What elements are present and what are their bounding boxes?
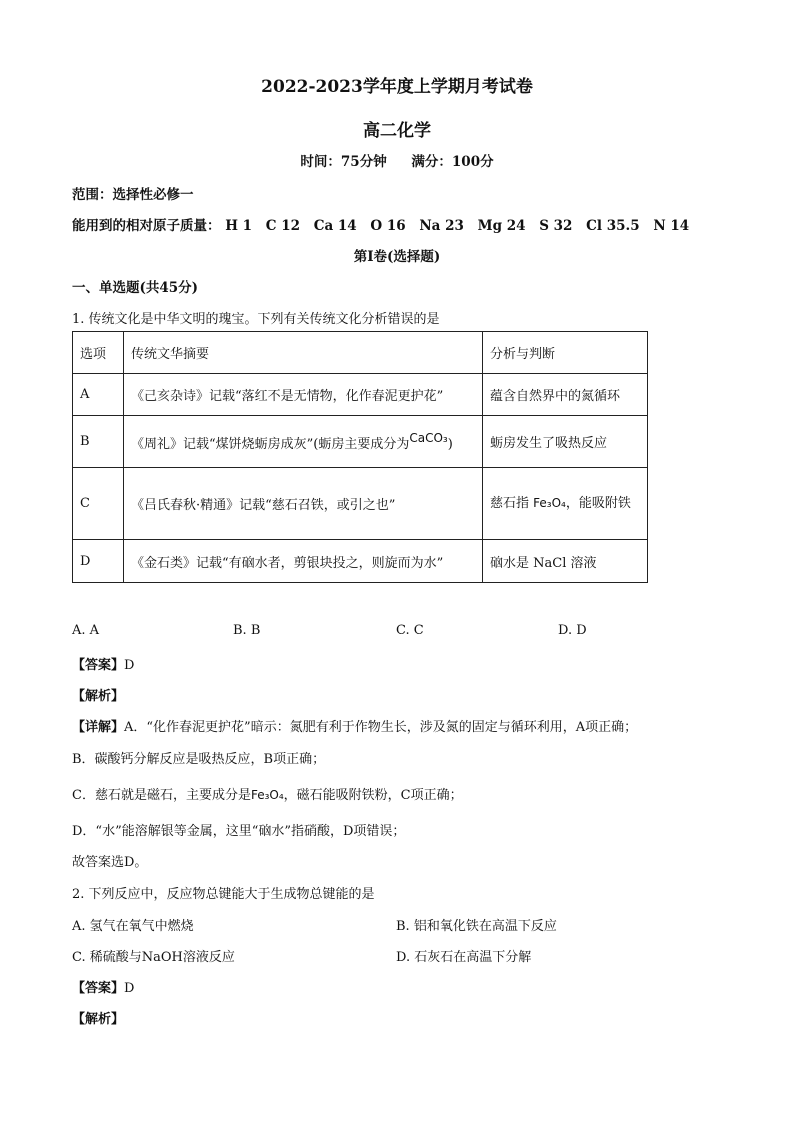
question-1-detail-a: [72, 716, 637, 735]
table-header: 分析与判断: [483, 332, 648, 374]
exam-time-score: [0, 150, 794, 170]
exam-title: 2022-2023学年度上学期月考试卷: [261, 77, 533, 97]
question-1-answer: [72, 654, 134, 673]
mass-item: Ca 14: [313, 218, 357, 234]
table-cell-analysis: [483, 468, 648, 540]
mass-item: C 12: [265, 218, 300, 234]
table-cell-analysis-part: 慈石指: [490, 496, 534, 511]
mass-label: 能用到的相对原子质量：: [72, 218, 221, 234]
question-2-option-d: D. 石灰石在高温下分解: [396, 950, 532, 965]
atomic-masses: [72, 214, 698, 234]
mass-item: O 16: [370, 218, 406, 234]
table-header: 传统文华摘要: [124, 332, 483, 374]
detail-tag: 【详解】: [72, 720, 125, 735]
question-1-detail-c: [72, 784, 463, 803]
question-1-option-d: D. D: [558, 623, 587, 638]
formula-caco3: CaCO₃: [409, 431, 448, 445]
table-cell-option: B: [73, 416, 124, 468]
mass-item: Na 23: [419, 218, 464, 234]
exam-score: 满分：100分: [411, 154, 494, 170]
volume-heading: 第I卷(选择题): [353, 249, 441, 265]
table-cell-analysis: 硇水是 NaCl 溶液: [483, 540, 648, 583]
table-cell-analysis: 蕴含自然界中的氮循环: [483, 374, 648, 416]
question-2-analysis-tag: 【解析】: [72, 1012, 125, 1027]
table-cell-text: 《己亥杂诗》记载“落红不是无情物，化作春泥更护花”: [124, 374, 483, 416]
exam-subject: 高二化学: [363, 121, 431, 141]
question-1-stem: 1. 传统文化是中华文明的瑰宝。下列有关传统文化分析错误的是: [72, 312, 440, 327]
table-cell-text: 《吕氏春秋·精通》记载“慈石召铁，或引之也”: [124, 468, 483, 540]
detail-text: A．“化作春泥更护花”暗示：氮肥有利于作物生长，涉及氮的固定与循环利用，A项正确；: [124, 720, 638, 735]
question-1-detail-d: D．“水”能溶解银等金属，这里“硇水”指硝酸，D项错误；: [72, 824, 406, 839]
table-header-row: [73, 332, 648, 374]
answer-tag: 【答案】: [72, 658, 125, 673]
question-1-conclusion: 故答案选D。: [72, 855, 148, 870]
question-1-option-b: B. B: [233, 623, 261, 638]
mass-item: N 14: [653, 218, 690, 234]
table-cell-text: [124, 416, 483, 468]
table-row: [73, 374, 648, 416]
question-2-answer: [72, 977, 134, 996]
table-cell-option: D: [73, 540, 124, 583]
question-2-stem: 2. 下列反应中，反应物总键能大于生成物总键能的是: [72, 887, 375, 902]
table-row: [73, 540, 648, 583]
answer-value: D: [124, 658, 135, 673]
exam-scope: 范围：选择性必修一: [72, 187, 194, 203]
mass-item: Mg 24: [477, 218, 526, 234]
question-2-option-c: C. 稀硫酸与NaOH溶液反应: [72, 950, 235, 965]
table-cell-analysis-part: ，能吸附铁: [565, 496, 631, 511]
question-1-option-a: A. A: [72, 623, 100, 638]
table-cell-option: C: [73, 468, 124, 540]
table-cell-text-part: ): [447, 437, 453, 452]
formula-fe3o4: Fe₃O₄: [533, 496, 566, 510]
table-cell-analysis: 蛎房发生了吸热反应: [483, 416, 648, 468]
detail-text: C．慈石就是磁石，主要成分是: [72, 788, 251, 803]
detail-text: ，磁石能吸附铁粉，C项正确；: [283, 788, 463, 803]
section-heading: 一、单选题(共45分): [72, 280, 199, 296]
table-cell-option: A: [73, 374, 124, 416]
mass-item: Cl 35.5: [586, 218, 640, 234]
question-2-option-a: A. 氢气在氧气中燃烧: [72, 919, 194, 934]
question-1-detail-b: B．碳酸钙分解反应是吸热反应，B项正确；: [72, 752, 326, 767]
mass-item: H 1: [225, 218, 253, 234]
formula-fe3o4: Fe₃O₄: [250, 788, 284, 802]
question-1-option-c: C. C: [396, 623, 424, 638]
table-header: 选项: [73, 332, 124, 374]
mass-item: S 32: [539, 218, 573, 234]
table-cell-text: 《金石类》记载“有硇水者，剪银块投之，则旋而为水”: [124, 540, 483, 583]
table-row: [73, 416, 648, 468]
exam-time: 时间：75分钟: [300, 154, 387, 170]
question-1-table: [72, 331, 648, 583]
question-2-option-b: B. 铝和氧化铁在高温下反应: [396, 919, 557, 934]
table-cell-text-part: 《周礼》记载“煤饼烧蛎房成灰”(蛎房主要成分为: [131, 437, 410, 452]
answer-tag: 【答案】: [72, 981, 125, 996]
question-1-analysis-tag: 【解析】: [72, 689, 125, 704]
table-row: [73, 468, 648, 540]
answer-value: D: [124, 981, 135, 996]
